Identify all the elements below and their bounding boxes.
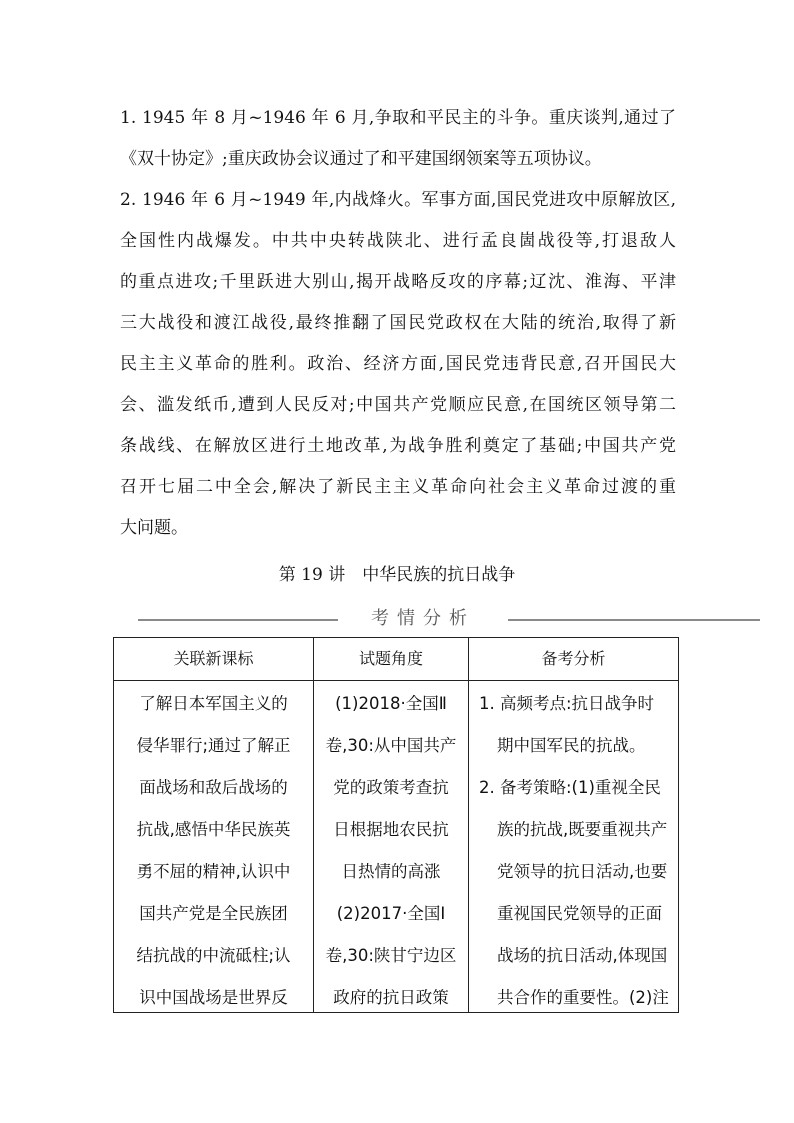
cell-line: 国共产党是全民族团	[139, 904, 288, 923]
text-line: 召开七届二中全会,解决了新民主主义革命向社会主义革命过渡的重	[120, 477, 676, 497]
cell-line: 族的抗战,既要重视共产	[497, 820, 668, 839]
text-line: 民主主义革命的胜利。政治、经济方面,国民党违背民意,召开国民大	[120, 354, 676, 374]
cell-line: 2. 备考策略:(1)重视全民	[479, 778, 661, 797]
text-line: 的重点进攻;千里跃进大别山,揭开战略反攻的序幕;辽沈、淮海、平津	[120, 272, 676, 292]
table-cell	[314, 681, 468, 1019]
table-column-prep-analysis	[469, 638, 678, 1012]
text-line: 会、滥发纸币,遭到人民反对;中国共产党顺应民意,在国统区领导第二	[120, 395, 676, 415]
cell-line: 了解日本军国主义的	[139, 694, 288, 713]
cell-line: 面战场和敌后战场的	[139, 778, 288, 797]
cell-line: 卷,30:从中国共产	[325, 736, 457, 755]
text-line: 2. 1946 年 6 月~1949 年,内战烽火。军事方面,国民党进攻中原解放区,	[120, 190, 676, 210]
cell-line: 共合作的重要性。(2)注	[497, 988, 669, 1007]
cell-line: 重视国民党领导的正面	[497, 904, 662, 923]
cell-line: 党领导的抗日活动,也要	[497, 862, 668, 881]
cell-line: 战场的抗日活动,体现国	[497, 946, 668, 965]
table-column-question-angle	[314, 638, 469, 1012]
banner-rule-right	[508, 619, 760, 621]
cell-line: 卷,30:陕甘宁边区	[325, 946, 457, 965]
table-cell	[469, 681, 678, 1019]
cell-line: 侵华罪行;通过了解正	[136, 736, 291, 755]
cell-line: 日根据地农民抗	[333, 820, 449, 839]
cell-line: 期中国军民的抗战。	[497, 736, 646, 755]
table-cell	[114, 681, 313, 1019]
analysis-table	[113, 637, 679, 1013]
banner-rule-left	[138, 619, 338, 621]
table-header-cell: 关联新课标	[114, 638, 313, 681]
text-line: 全国性内战爆发。中共中央转战陕北、进行孟良崮战役等,打退敌人	[120, 231, 676, 251]
cell-line: 日热情的高涨	[341, 862, 441, 881]
text-line: 三大战役和渡江战役,最终推翻了国民党政权在大陆的统治,取得了新	[120, 313, 676, 333]
text-line: 《双十协定》;重庆政协会议通过了和平建国纲领案等五项协议。	[120, 149, 602, 169]
cell-line: (1)2018·全国Ⅱ	[335, 694, 447, 713]
cell-line: 抗战,感悟中华民族英	[136, 820, 291, 839]
banner-title: 考情分析	[371, 608, 475, 629]
table-header-cell: 试题角度	[314, 638, 468, 681]
intro-text	[120, 98, 676, 549]
cell-line: 结抗战的中流砥柱;认	[136, 946, 291, 965]
section-banner	[138, 601, 760, 637]
cell-line: 识中国战场是世界反	[139, 988, 288, 1007]
text-line: 条战线、在解放区进行土地改革,为战争胜利奠定了基础;中国共产党	[120, 436, 676, 456]
cell-line: 1. 高频考点:抗日战争时	[479, 694, 655, 713]
text-line: 1. 1945 年 8 月~1946 年 6 月,争取和平民主的斗争。重庆谈判,通过了	[120, 108, 676, 128]
lesson-title: 第 19 讲 中华民族的抗日战争	[278, 565, 516, 585]
text-line: 大问题。	[120, 518, 188, 538]
intro-item-1	[120, 98, 676, 180]
table-column-standards	[114, 638, 314, 1012]
intro-item-2	[120, 180, 676, 549]
cell-line: 党的政策考查抗	[333, 778, 449, 797]
cell-line: 勇不屈的精神,认识中	[136, 862, 291, 881]
table-header-cell: 备考分析	[469, 638, 678, 681]
cell-line: (2)2017·全国Ⅰ	[336, 904, 446, 923]
cell-line: 政府的抗日政策	[333, 988, 449, 1007]
